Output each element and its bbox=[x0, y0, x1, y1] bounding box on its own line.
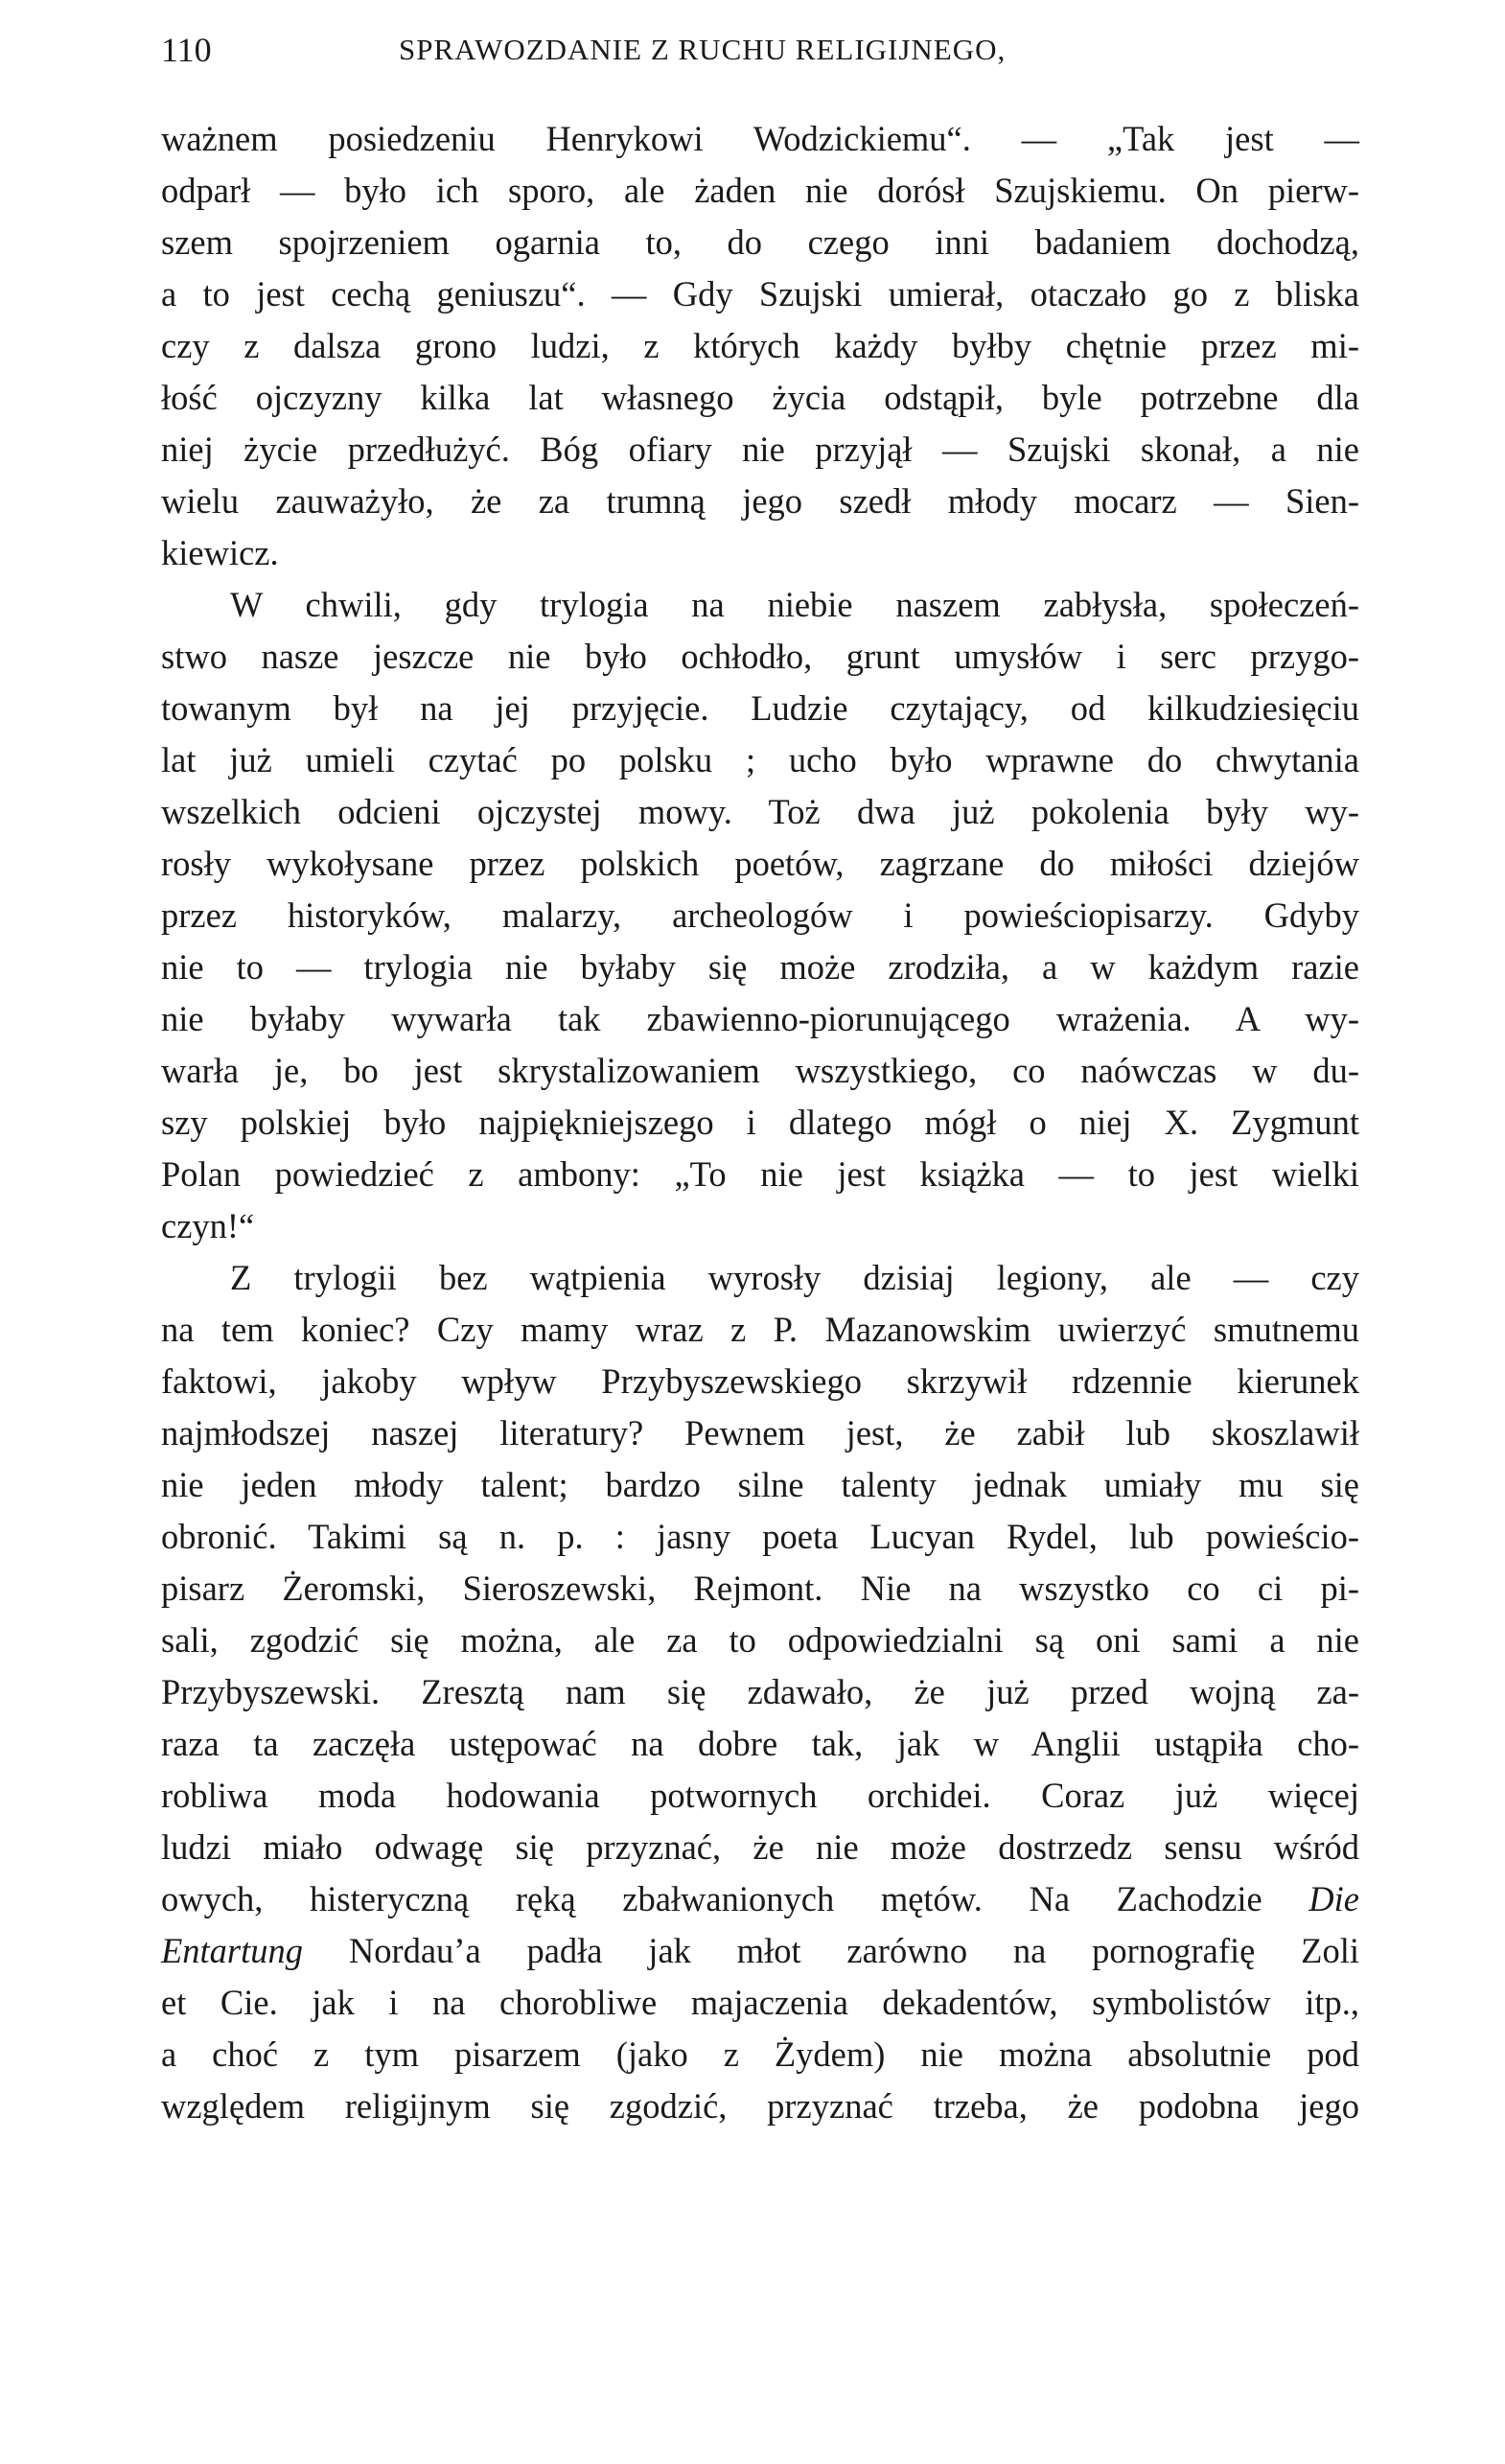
text-line: nie byłaby wywarła tak zbawienno-piorunującego wrażenia. A wy- bbox=[161, 999, 1359, 1038]
body-text bbox=[161, 113, 1359, 2132]
text-line: a to jest cechą geniuszu“. — Gdy Szujski umierał, otaczało go z bliska bbox=[161, 274, 1359, 314]
text-line: obronić. Takimi są n. p. : jasny poeta Lucyan Rydel, lub powieścio- bbox=[161, 1517, 1359, 1556]
text-line: Polan powiedzieć z ambony: „To nie jest książka — to jest wielki bbox=[161, 1154, 1359, 1194]
text-line: W chwili, gdy trylogia na niebie naszem zabłysła, społeczeń- bbox=[230, 585, 1359, 624]
text-line: szy polskiej było najpiękniejszego i dlatego mógł o niej X. Zygmunt bbox=[161, 1103, 1359, 1142]
text-line-with-italic bbox=[161, 1873, 1359, 1925]
text-line: robliwa moda hodowania potwornych orchidei. Coraz już więcej bbox=[161, 1776, 1359, 1815]
text-line: stwo nasze jeszcze nie było ochłodło, grunt umysłów i serc przygo- bbox=[161, 637, 1359, 676]
text-line: lat już umieli czytać po polsku ; ucho było wprawne do chwytania bbox=[161, 740, 1359, 779]
text-line: sali, zgodzić się można, ale za to odpowiedzialni są oni sami a nie bbox=[161, 1620, 1359, 1660]
text-line-with-italic bbox=[161, 1925, 1359, 1977]
text-line: pisarz Żeromski, Sieroszewski, Rejmont. Nie na wszystko co ci pi- bbox=[161, 1569, 1359, 1608]
text-line: Z trylogii bez wątpienia wyrosły dzisiaj legiony, ale — czy bbox=[230, 1258, 1359, 1297]
text-line: najmłodszej naszej literatury? Pewnem jest, że zabił lub skoszlawił bbox=[161, 1413, 1359, 1453]
text-run: Nordau’a padła jak młot zarówno na pornografię Zoli bbox=[348, 1931, 1359, 1970]
paragraph-1 bbox=[161, 113, 1359, 579]
text-line: odparł — było ich sporo, ale żaden nie dorósł Szujskiemu. On pierw- bbox=[161, 171, 1359, 210]
italic-title-word: Entartung bbox=[161, 1931, 304, 1970]
paragraph-2 bbox=[161, 579, 1359, 1252]
text-run: owych, histeryczną ręką zbałwanionych mętów. Na Zachodzie bbox=[161, 1879, 1309, 1918]
text-line: względem religijnym się zgodzić, przyznać trzeba, że podobna jego bbox=[161, 2086, 1359, 2126]
paragraph-3 bbox=[161, 1252, 1359, 2132]
text-line: czyn!“ bbox=[161, 1206, 255, 1245]
text-line: faktowi, jakoby wpływ Przybyszewskiego skrzywił rdzennie kierunek bbox=[161, 1361, 1359, 1401]
text-line: wszelkich odcieni ojczystej mowy. Toż dwa już pokolenia były wy- bbox=[161, 792, 1359, 831]
text-line: szem spojrzeniem ogarnia to, do czego inni badaniem dochodzą, bbox=[161, 222, 1359, 262]
text-line: na tem koniec? Czy mamy wraz z P. Mazanowskim uwierzyć smutnemu bbox=[161, 1310, 1359, 1349]
text-line: towanym był na jej przyjęcie. Ludzie czytający, od kilkudziesięciu bbox=[161, 688, 1359, 728]
page-header bbox=[161, 21, 1369, 79]
text-line: a choć z tym pisarzem (jako z Żydem) nie można absolutnie pod bbox=[161, 2034, 1359, 2074]
text-line: nie to — trylogia nie byłaby się może zrodziła, a w każdym razie bbox=[161, 947, 1359, 987]
text-line: et Cie. jak i na chorobliwe majaczenia dekadentów, symbolistów itp., bbox=[161, 1983, 1359, 2022]
running-title: SPRAWOZDANIE Z RUCHU RELIGIJNEGO, bbox=[399, 33, 1007, 66]
text-line: ważnem posiedzeniu Henrykowi Wodzickiemu“. — „Tak jest — bbox=[161, 119, 1359, 158]
text-line: Przybyszewski. Zresztą nam się zdawało, że już przed wojną za- bbox=[161, 1672, 1359, 1711]
text-line: niej życie przedłużyć. Bóg ofiary nie przyjął — Szujski skonał, a nie bbox=[161, 430, 1359, 469]
page-number: 110 bbox=[161, 31, 212, 69]
text-line: wielu zauważyło, że za trumną jego szedł młody mocarz — Sien- bbox=[161, 481, 1359, 521]
text-line: przez historyków, malarzy, archeologów i powieściopisarzy. Gdyby bbox=[161, 895, 1359, 935]
text-line: łość ojczyzny kilka lat własnego życia odstąpił, byle potrzebne dla bbox=[161, 378, 1359, 417]
italic-title-word: Die bbox=[1308, 1879, 1359, 1918]
text-line: czy z dalsza grono ludzi, z których każdy byłby chętnie przez mi- bbox=[161, 326, 1359, 365]
text-line: nie jeden młody talent; bardzo silne talenty jednak umiały mu się bbox=[161, 1465, 1359, 1504]
text-line: ludzi miało odwagę się przyznać, że nie może dostrzedz sensu wśród bbox=[161, 1827, 1359, 1867]
text-line: warła je, bo jest skrystalizowaniem wszystkiego, co naówczas w du- bbox=[161, 1051, 1359, 1090]
text-line: rosły wykołysane przez polskich poetów, zagrzane do miłości dziejów bbox=[161, 844, 1359, 883]
text-line: raza ta zaczęła ustępować na dobre tak, jak w Anglii ustąpiła cho- bbox=[161, 1724, 1359, 1763]
text-line: kiewicz. bbox=[161, 533, 279, 572]
